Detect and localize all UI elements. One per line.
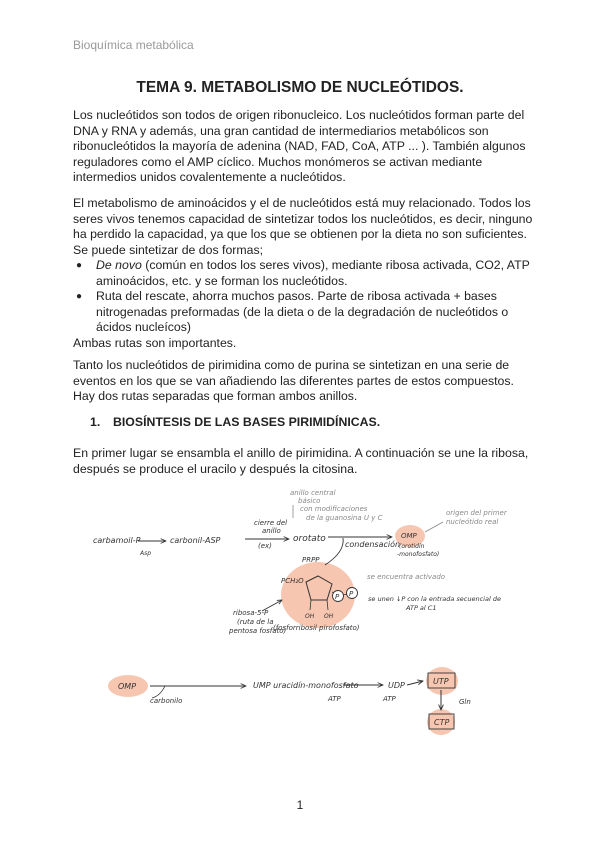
paragraph-text: El metabolismo de aminoácidos y el de nucleótidos está muy relacionado. Todos los seres vivos tenemos capacidad de sintetizar todos los nucleótidos, es decir, ninguno ha perdido la capacidad, ya que los que se obtienen por la dieta no son suficientes. Se puede sintetizar de dos formas;	[73, 196, 533, 257]
pyrophosphate-label: (fosforribosil pirofosfato)	[273, 624, 360, 632]
omp-label-2: OMP	[118, 682, 137, 691]
carbonil-asp-label: carbonil-ASP	[170, 536, 221, 545]
phosphate-label: P	[335, 593, 340, 601]
list-item-text: Ruta del rescate, ahorra muchos pasos. Parte de ribosa activada + bases nitrogenadas preformadas (de la dieta o de la degradación de nucleótidos o ácidos nucleícos)	[96, 289, 509, 334]
ribose-5p-label: ribosa-5-P (ruta de la pentosa fosfato)	[229, 609, 287, 635]
paragraph-text: Los nucleótidos son todos de origen ribonucleico. Los nucleótidos forman parte del DNA y RNA y además, una gran cantidad de intermediarios metabólicos son ribonucleótidos la mayoría de adenina (NAD, FAD, CoA, ATP ... ). También algunos reguladores como el AMP cíclico. Muchos monómeros se activan mediante intermedios unidos covalentemente a nucleótidos.	[73, 108, 526, 184]
gln-label: Gln	[459, 698, 471, 706]
running-header: Bioquímica metabólica	[73, 38, 194, 52]
paragraph-text: Ambas rutas son importantes.	[73, 335, 237, 350]
central-ring-note: anillo central básico con modificaciones de la guanosina U y C	[290, 489, 383, 522]
chapter-title: TEMA 9. METABOLISMO DE NUCLEÓTIDOS.	[136, 79, 464, 96]
ring-closure-label-1: cierre del	[254, 519, 288, 527]
oh-label-1: OH	[305, 613, 315, 620]
de-novo-term: De novo	[96, 258, 142, 272]
prpp-label: PRPP	[302, 556, 320, 564]
carbamoil-p-label: carbamoil-P	[93, 536, 141, 545]
omp-description: (orotidín -monofosfato)	[397, 543, 440, 558]
arrow-6	[407, 681, 423, 685]
oh-label-2: OH	[324, 613, 334, 620]
phosphate-label: P	[349, 590, 354, 598]
condensation-branch	[325, 538, 343, 565]
note-arrow	[425, 522, 443, 532]
utp-label: UTP	[433, 677, 449, 686]
page-number: 1	[296, 798, 304, 812]
ump-label: UMP uracidín-monofosfato	[253, 681, 359, 690]
atp-label-1: ATP	[328, 695, 341, 703]
first-nucleotide-note: origen del primer nucleótido real	[446, 509, 507, 526]
pch2o-label: PCH₂O	[281, 577, 304, 585]
asp-label: Asp	[140, 550, 152, 557]
carbonilo-label: carbonilo	[150, 697, 183, 705]
condensacion-label: condensación	[345, 540, 401, 549]
section-title: BIOSÍNTESIS DE LAS BASES PIRIMIDÍNICAS.	[113, 415, 381, 429]
paragraph-text: Tanto los nucleótidos de pirimidina como de purina se sintetizan en una serie de eventos en los que se van añadiendo las diferentes partes de estos compuestos. Hay dos rutas separadas que forman ambos anillos.	[73, 358, 514, 403]
atp-label-2: ATP	[383, 695, 396, 703]
list-item-text: (común en todos los seres vivos), mediante ribosa activada, CO2, ATP aminoácidos, etc. y se forman los nucleótidos.	[96, 258, 530, 288]
orotato-label: orotato	[293, 534, 326, 544]
paragraph-text: En primer lugar se ensambla el anillo de pirimidina. A continuación se une la ribosa, después se produce el uracilo y después la citosina.	[73, 446, 529, 476]
omp-label: OMP	[401, 532, 417, 540]
prpp-highlight	[281, 562, 355, 628]
join-note: se unen ↓P con la entrada secuencial de ATP al C1	[368, 595, 501, 612]
ring-closure-label-2: anillo	[262, 527, 281, 535]
activated-note: se encuentra activado	[367, 573, 446, 581]
udp-label: UDP	[388, 681, 405, 690]
ctp-label: CTP	[434, 718, 450, 727]
section-number: 1.	[90, 415, 101, 429]
enzyme-label: (ex)	[258, 542, 272, 550]
